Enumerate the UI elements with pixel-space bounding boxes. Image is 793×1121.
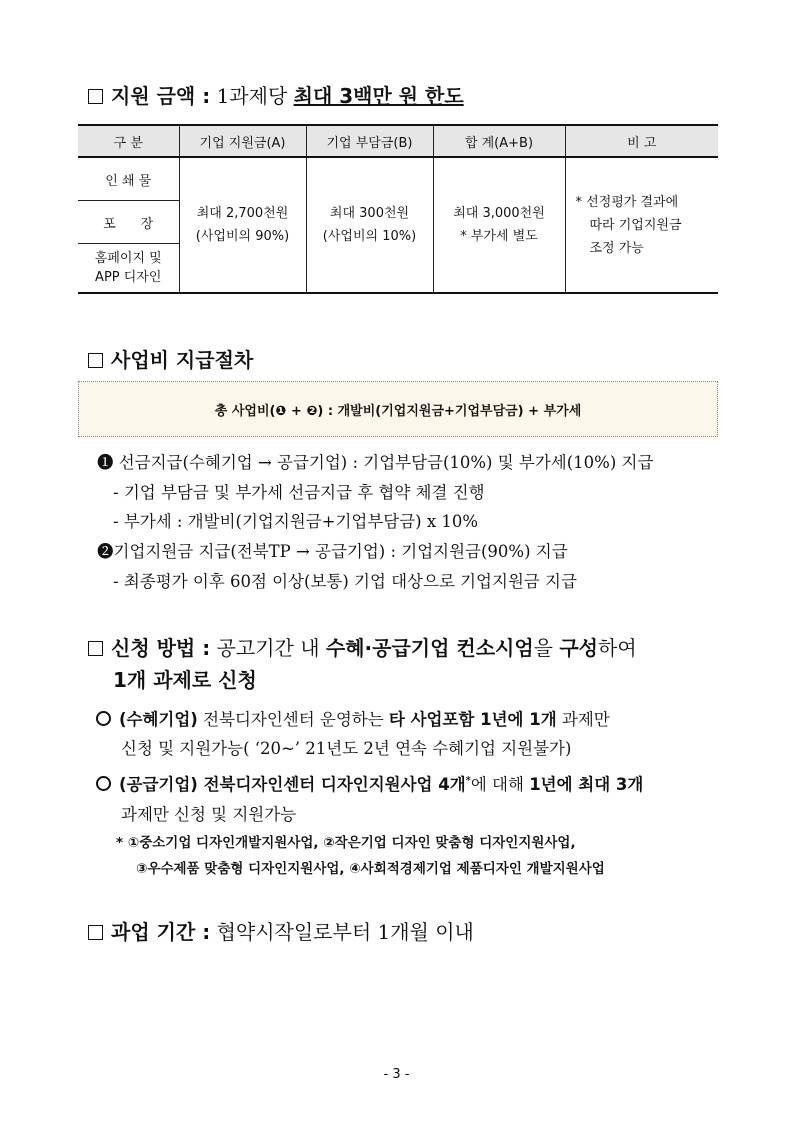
- section-text: 협약시작일로부터 1개월 이내: [216, 920, 474, 944]
- section-title: 신청 방법 :: [111, 636, 211, 660]
- category-print: 인 쇄 물: [78, 157, 179, 201]
- footnote-line: * ①중소기업 디자인개발지원사업, ②작은기업 디자인 맞춤형 디자인지원사업,: [116, 835, 576, 851]
- total-cost-formula: 총 사업비(❶ + ❷) : 개발비(기업지원금+기업부담금) + 부가세: [214, 403, 582, 419]
- total-cell: [433, 157, 565, 293]
- total-vat-note: * 부가세 별도: [460, 229, 538, 244]
- supplier-bullet: [96, 771, 643, 795]
- checkbox-square-icon: [88, 641, 103, 656]
- beneficiary-label: (수혜기업): [119, 710, 198, 729]
- single-project-text: 1개 과제로 신청: [113, 668, 257, 692]
- section-text: 을: [533, 636, 553, 660]
- consortium-text: 수혜·공급기업 컨소시엄: [325, 636, 534, 660]
- category-line: 홈페이지 및: [94, 251, 162, 266]
- section-text: 공고기간 내: [216, 636, 320, 660]
- footnote-marker: *: [465, 775, 471, 787]
- header-support: 기업 지원금(A): [179, 125, 306, 157]
- checkbox-square-icon: [88, 89, 103, 104]
- section-task-period: [88, 916, 474, 945]
- section-title: 지원 금액 :: [111, 84, 211, 108]
- burden-ratio: (사업비의 10%): [322, 229, 417, 244]
- header-category: 구 분: [78, 125, 179, 157]
- footnote-line: ③우수제품 맞춤형 디자인지원사업, ④사회적경제기업 제품디자인 개발지원사업: [136, 861, 605, 877]
- category-package: 포 장: [78, 201, 179, 244]
- bullet-text: 에 대해: [470, 775, 524, 794]
- bullet-emphasis: 1년에 최대 3개: [529, 775, 644, 794]
- payment-step-1: ❶ 선금지급(수혜기업 → 공급기업) : 기업부담금(10%) 및 부가세(10%) 지급: [97, 453, 654, 472]
- support-amount: 최대 2,700천원: [196, 206, 289, 221]
- section-title: 사업비 지급절차: [111, 348, 254, 372]
- total-amount: 최대 3,000천원: [453, 206, 545, 221]
- note-line: 따라 기업지원금: [589, 217, 682, 233]
- circle-bullet-icon: [96, 711, 111, 726]
- note-line: * 선정평가 결과에: [575, 194, 679, 210]
- payment-step-1-detail: - 기업 부담금 및 부가세 선금지급 후 협약 체결 진행: [113, 483, 485, 502]
- header-burden: 기업 부담금(B): [306, 125, 433, 157]
- burden-cell: [306, 157, 433, 293]
- circle-bullet-icon: [96, 776, 111, 791]
- supplier-detail: 과제만 신청 및 지원가능: [121, 805, 297, 824]
- checkbox-square-icon: [88, 353, 103, 368]
- note-line: 조정 가능: [589, 240, 644, 256]
- section-application-method: [88, 632, 637, 661]
- beneficiary-detail: 신청 및 지원가능( ‘20~’ 21년도 2년 연속 수혜기업 지원불가): [121, 739, 572, 758]
- header-note: 비 고: [565, 125, 718, 157]
- table-row: [78, 157, 718, 201]
- payment-step-1-detail: - 부가세 : 개발비(기업지원금+기업부담금) x 10%: [113, 512, 479, 531]
- bullet-text: 과제만: [561, 710, 610, 729]
- compose-text: 구성: [559, 636, 598, 660]
- formula-box: [78, 381, 718, 437]
- bullet-text: 전북디자인센터 운영하는: [203, 710, 384, 729]
- section-text: 하여: [598, 636, 637, 660]
- support-cell: [179, 157, 306, 293]
- table-header-row: [78, 125, 718, 157]
- support-limit: 최대 3백만 원 한도: [293, 84, 464, 108]
- section-title: 과업 기간 :: [111, 920, 211, 944]
- note-cell: [565, 157, 718, 293]
- burden-amount: 최대 300천원: [329, 206, 410, 221]
- support-ratio: (사업비의 90%): [195, 229, 290, 244]
- header-total: 합 계(A+B): [433, 125, 565, 157]
- page-number: - 3 -: [383, 1067, 410, 1082]
- bullet-emphasis: 타 사업포함 1년에 1개: [388, 710, 557, 729]
- payment-step-2: ❷기업지원금 지급(전북TP → 공급기업) : 기업지원금(90%) 지급: [97, 542, 568, 561]
- payment-step-2-detail: - 최종평가 이후 60점 이상(보통) 기업 대상으로 기업지원금 지급: [113, 572, 577, 591]
- section-payment-procedure: [88, 344, 253, 373]
- supplier-label: (공급기업) 전북디자인센터 디자인지원사업 4개: [119, 775, 466, 794]
- category-line: APP 디자인: [95, 270, 162, 285]
- section-text: 1과제당: [216, 84, 288, 108]
- beneficiary-bullet: [96, 706, 610, 730]
- category-web-app: [78, 244, 179, 294]
- checkbox-square-icon: [88, 925, 103, 940]
- section-support-amount: [88, 80, 464, 109]
- support-amount-table: [78, 124, 718, 294]
